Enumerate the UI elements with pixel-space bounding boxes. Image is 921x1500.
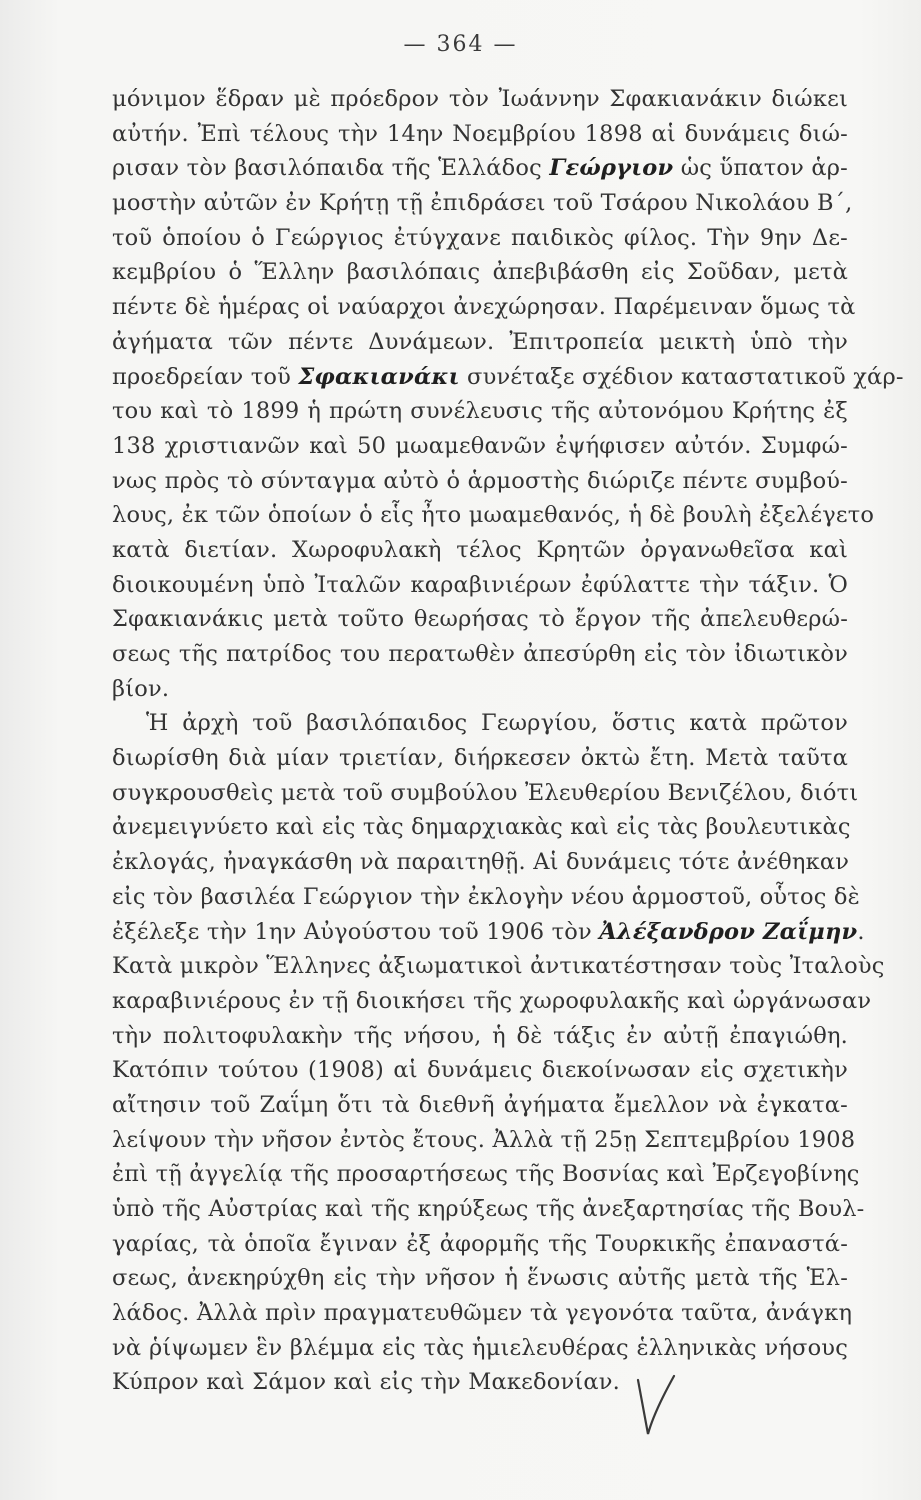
- text-line: ἐξέλεξε τὴν 1ην Αὐγούστου τοῦ 1906 τὸν Ἀλέξανδρον Ζαΐμην.: [112, 918, 865, 945]
- text-line: ὑπὸ τῆς Αὐστρίας καὶ τῆς κηρύξεως τῆς ἀνεξαρτησίας τῆς Βουλ-: [112, 1196, 865, 1222]
- text-line: Κατὰ μικρὸν Ἕλληνες ἀξιωματικοὶ ἀντικατέστησαν τοὺς Ἰταλοὺς: [112, 953, 885, 980]
- text-line: ἀγήματα τῶν πέντε Δυνάμεων. Ἐπιτροπεία μεικτὴ ὑπὸ τὴν: [112, 328, 848, 355]
- text-line: τοῦ ὁποίου ὁ Γεώργιος ἐτύγχανε παιδικὸς φίλος. Τὴν 9ην Δε-: [112, 224, 848, 251]
- text-line: 138 χριστιανῶν καὶ 50 μωαμεθανῶν ἐψήφισεν αὐτόν. Συμφώ-: [112, 432, 848, 459]
- text-line: κεμβρίου ὁ Ἕλλην βασιλόπαις ἀπεβιβάσθη εἰς Σοῦδαν, μετὰ: [112, 259, 848, 286]
- text-line: σεως τῆς πατρίδος του περατωθὲν ἀπεσύρθη εἰς τὸν ἰδιωτικὸν: [112, 641, 848, 667]
- text-line: λείψουν τὴν νῆσον ἐντὸς ἔτους. Ἀλλὰ τῇ 25ῃ Σεπτεμβρίου 1908: [112, 1126, 856, 1153]
- text-line: σεως, ἀνεκηρύχθη εἰς τὴν νῆσον ἡ ἕνωσις αὐτῆς μετὰ τῆς Ἑλ-: [112, 1265, 848, 1292]
- emphasized-name: Ἀλέξανδρον Ζαΐμην: [599, 918, 858, 945]
- text-line: αὐτήν. Ἐπὶ τέλους τὴν 14ην Νοεμβρίου 1898 αἱ δυνάμεις διώ-: [112, 120, 848, 147]
- emphasized-name: Γεώργιον: [549, 155, 674, 182]
- text-line: προεδρείαν τοῦ Σφακιανάκι συνέταξε σχέδιον καταστατικοῦ χάρ-: [112, 363, 904, 390]
- text-line: τὴν πολιτοφυλακὴν τῆς νήσου, ἡ δὲ τάξις ἐν αὐτῇ ἐπαγιώθη.: [112, 1022, 848, 1049]
- text-line: λάδος. Ἀλλὰ πρὶν πραγματευθῶμεν τὰ γεγονότα ταῦτα, ἀνάγκη: [112, 1300, 853, 1327]
- text-line: εἰς τὸν βασιλέα Γεώργιον τὴν ἐκλογὴν νέου ἁρμοστοῦ, οὗτος δὲ: [112, 883, 860, 910]
- text-line: μόνιμον ἕδραν μὲ πρόεδρον τὸν Ἰωάννην Σφακιανάκιν διώκει: [112, 86, 848, 112]
- page-number: — 364 —: [403, 32, 518, 57]
- body-text: [112, 82, 904, 1400]
- text-line: διοικουμένη ὑπὸ Ἰταλῶν καραβινιέρων ἐφύλαττε τὴν τάξιν. Ὁ: [112, 571, 848, 598]
- text-line: Σφακιανάκις μετὰ τοῦτο θεωρήσας τὸ ἔργον τῆς ἀπελευθερώ-: [112, 606, 848, 633]
- text-line: του καὶ τὸ 1899 ἡ πρώτη συνέλευσις τῆς αὐτονόμου Κρήτης ἐξ: [112, 398, 848, 425]
- text-line: νὰ ῥίψωμεν ἓν βλέμμα εἰς τὰς ἡμιελευθέρας ἑλληνικὰς νήσους: [112, 1334, 848, 1361]
- text-line: ἐκλογάς, ἠναγκάσθη νὰ παραιτηθῇ. Αἱ δυνάμεις τότε ἀνέθηκαν: [112, 849, 850, 876]
- text-line: γαρίας, τὰ ὁποῖα ἔγιναν ἐξ ἀφορμῆς τῆς Τουρκικῆς ἐπαναστά-: [112, 1230, 848, 1257]
- text-line: Κατόπιν τούτου (1908) αἱ δυνάμεις διεκοίνωσαν εἰς σχετικὴν: [112, 1057, 848, 1084]
- text-line: βίον.: [112, 675, 170, 702]
- text-line: ἐπὶ τῇ ἀγγελίᾳ τῆς προσαρτήσεως τῆς Βοσνίας καὶ Ἐρζεγοβίνης: [112, 1161, 860, 1188]
- text-line: καραβινιέρους ἐν τῇ διοικήσει τῆς χωροφυλακῆς καὶ ὠργάνωσαν: [112, 987, 872, 1014]
- text-line: ἀνεμειγνύετο καὶ εἰς τὰς δημαρχιακὰς καὶ εἰς τὰς βουλευτικὰς: [112, 814, 851, 841]
- text-line: ρισαν τὸν βασιλόπαιδα τῆς Ἑλλάδος Γεώργιον ὡς ὕπατον ἁρ-: [112, 155, 848, 182]
- text-line: κατὰ διετίαν. Χωροφυλακὴ τέλος Κρητῶν ὀργανωθεῖσα καὶ: [112, 536, 848, 563]
- text-line: διωρίσθη διὰ μίαν τριετίαν, διήρκεσεν ὀκτὼ ἔτη. Μετὰ ταῦτα: [112, 745, 848, 772]
- paragraph-1: [112, 82, 904, 706]
- text-line: λους, ἐκ τῶν ὁποίων ὁ εἷς ἦτο μωαμεθανός, ἡ δὲ βουλὴ ἐξελέγετο: [112, 502, 875, 529]
- text-line: συγκρουσθεὶς μετὰ τοῦ συμβούλου Ἐλευθερίου Βενιζέλου, διότι: [112, 779, 859, 806]
- text-line: Κύπρον καὶ Σάμον καὶ εἰς τὴν Μακεδονίαν.: [112, 1369, 620, 1396]
- text-line: αἴτησιν τοῦ Ζαΐμη ὅτι τὰ διεθνῆ ἀγήματα ἔμελλον νὰ ἐγκατα-: [112, 1091, 848, 1118]
- text-line: νως πρὸς τὸ σύνταγμα αὐτὸ ὁ ἁρμοστὴς διώριζε πέντε συμβού-: [112, 467, 848, 494]
- text-line: πέντε δὲ ἡμέρας οἱ ναύαρχοι ἀνεχώρησαν. Παρέμειναν ὅμως τὰ: [112, 294, 856, 321]
- text-line: Ἡ ἀρχὴ τοῦ βασιλόπαιδος Γεωργίου, ὅστις κατὰ πρῶτον: [146, 710, 848, 737]
- handwritten-check-mark-icon: [632, 1372, 682, 1442]
- paragraph-2: [112, 706, 885, 1400]
- emphasized-name: Σφακιανάκι: [298, 363, 460, 390]
- text-line: μοστὴν αὐτῶν ἐν Κρήτῃ τῇ ἐπιδράσει τοῦ Τσάρου Νικολάου Β΄,: [112, 190, 853, 217]
